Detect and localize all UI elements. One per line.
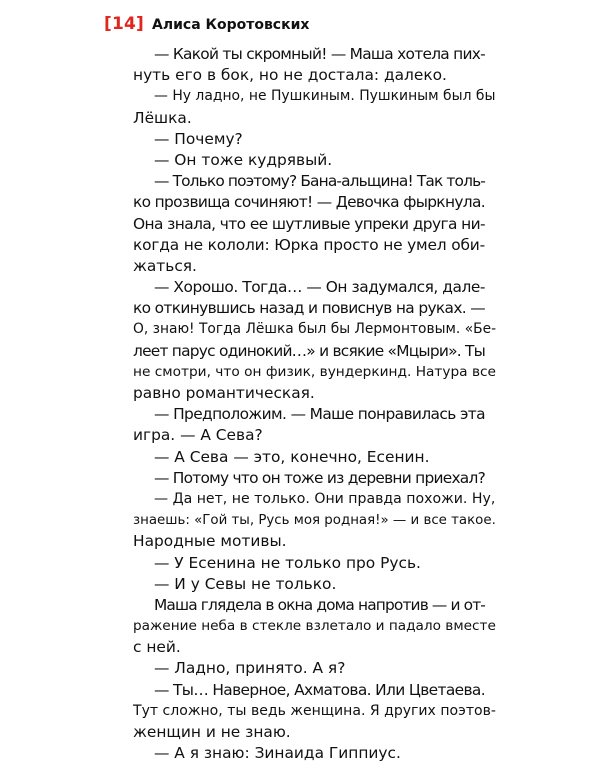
text-line: — Да нет, не только. Они правда похожи. Ну,	[154, 490, 496, 507]
text-line: жаться.	[133, 256, 197, 275]
text-line: О, знаю! Тогда Лёшка был бы Лермонтовым. «Бе-	[133, 321, 497, 338]
text-line: — А Сева — это, конечно, Есенин.	[154, 447, 430, 466]
text-line: ко прозвища сочиняют! — Девочка фыркнула.	[133, 193, 485, 212]
text-line: Народные мотивы.	[133, 532, 287, 551]
text-line: — И у Севы не только.	[154, 574, 337, 593]
text-line: — Хорошо. Тогда… — Он задумался, дале-	[154, 278, 485, 297]
text-line: нуть его в бок, но не достала: далеко.	[133, 66, 447, 85]
text-line: знаешь: «Гой ты, Русь моя родная!» — и все такое.	[133, 513, 496, 529]
text-line: — Потому что он тоже из деревни приехал?	[154, 468, 485, 487]
text-line: — Ладно, принято. А я?	[154, 659, 346, 678]
text-line: женщин и не знаю.	[133, 723, 291, 741]
text-line: ражение неба в стекле взлетало и падало вместе	[133, 618, 496, 635]
text-line: — Почему?	[154, 129, 243, 148]
text-line: — Ты… Наверное, Ахматова. Или Цветаева.	[154, 680, 485, 699]
text-line: — Предположим. — Маше понравилась эта	[154, 405, 485, 424]
text-line: — Он тоже кудрявый.	[154, 150, 333, 169]
page-number: [14]	[104, 14, 144, 34]
text-line: игра. — А Сева?	[133, 426, 263, 445]
text-line: ко откинувшись назад и повиснув на руках. —	[133, 299, 486, 318]
text-line: — У Есенина не только про Русь.	[154, 553, 421, 572]
text-line: — Ну ладно, не Пушкиным. Пушкиным был бы	[154, 88, 496, 105]
body-text	[133, 44, 497, 764]
text-line: не смотри, что он физик, вундеркинд. Натура все	[133, 363, 496, 380]
text-line: Тут сложно, ты ведь женщина. Я других поэтов-	[133, 702, 496, 719]
text-line: когда не кололи: Юрка просто не умел оби-	[133, 235, 485, 254]
text-line: — Только поэтому? Бана-альщина! Так толь-	[154, 172, 485, 191]
text-line: равно романтическая.	[133, 384, 315, 402]
text-line: — Какой ты скромный! — Маша хотела пих-	[154, 45, 485, 63]
text-line: с ней.	[133, 638, 181, 657]
text-line: Она знала, что ее шутливые упреки друга ни-	[133, 214, 485, 233]
text-line: леет парус одинокий…» и всякие «Мцыри». Ты	[133, 341, 486, 360]
running-head	[104, 14, 309, 38]
text-line: Лёшка.	[133, 108, 192, 127]
text-line: — А я знаю: Зинаида Гиппиус.	[154, 744, 401, 763]
text-line: Маша глядела в окна дома напротив — и от-	[154, 595, 485, 614]
author-name: Алиса Коротовских	[152, 17, 310, 33]
